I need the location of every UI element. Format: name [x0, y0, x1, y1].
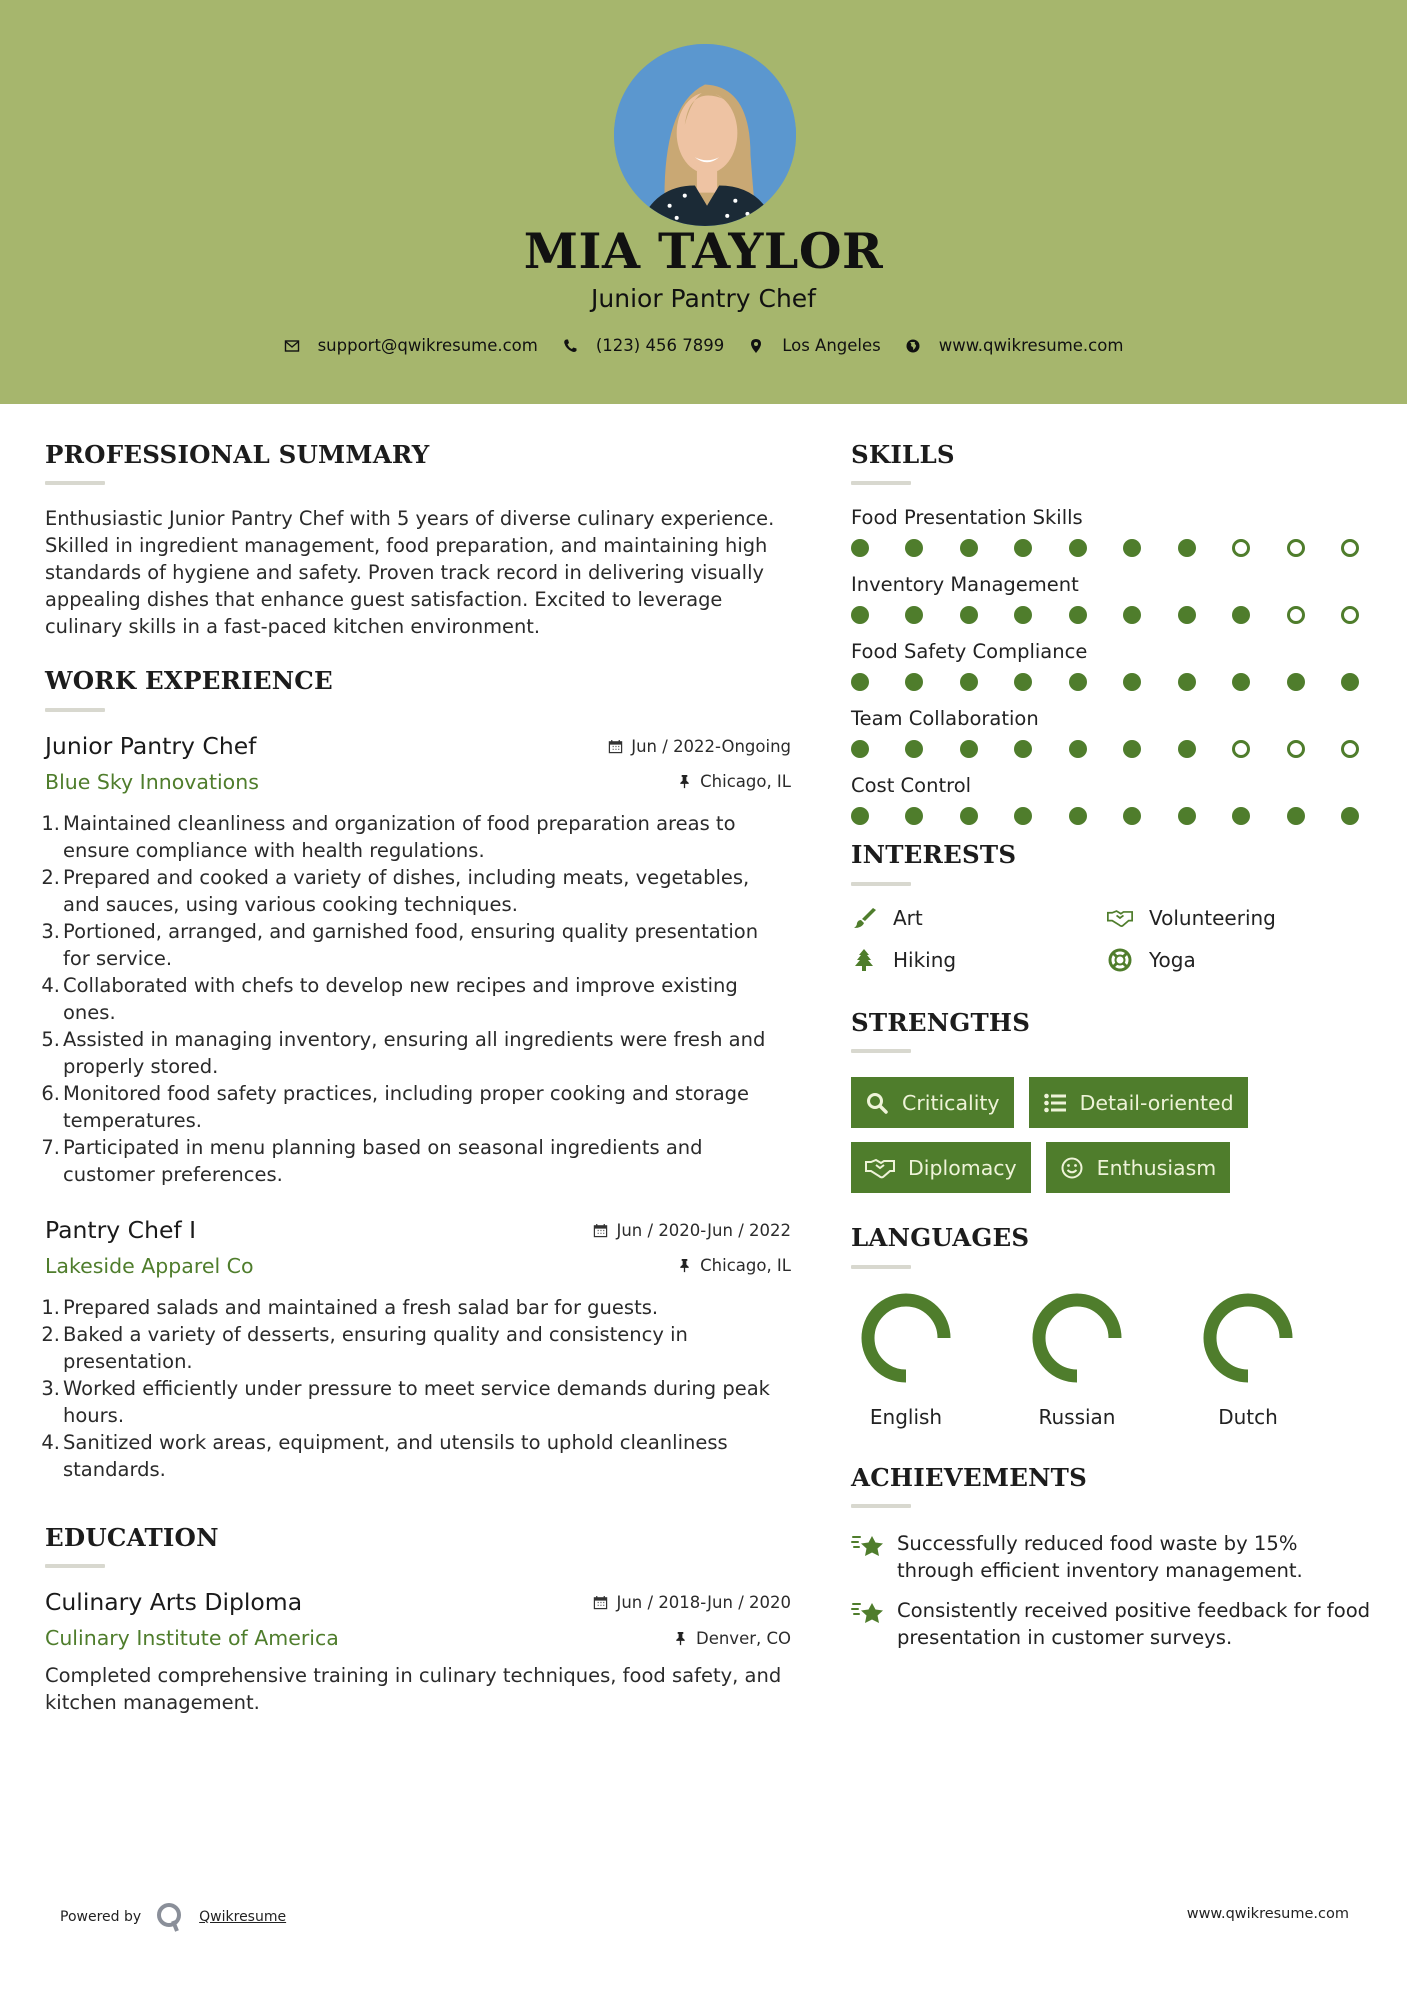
rating-dot-filled	[1014, 606, 1032, 624]
interest-item	[851, 906, 1107, 930]
rating-dot-filled	[1014, 740, 1032, 758]
strength-badge	[851, 1142, 1031, 1193]
rating-dot-filled	[1232, 606, 1250, 624]
job-bullet: 4. Collaborated with chefs to develop new recipes and improve existing ones.	[41, 973, 738, 1024]
job-role: Junior Pantry Chef	[45, 731, 257, 760]
summary-text: Enthusiastic Junior Pantry Chef with 5 years of diverse culinary experience. Skilled in ingredient management, food preparation, and maintaining high standards of hygiene and safety. Proven track record in delivering visually appealing dishes that enhance guest satisfaction. Excited to leverage culinary skills in a fast-paced kitchen environment.	[45, 507, 775, 639]
skill-item	[851, 505, 1371, 557]
achievement-text: Consistently received positive feedback for food presentation in customer surveys.	[897, 1598, 1371, 1649]
section-title-skills: SKILLS	[851, 440, 955, 469]
section-title-education: EDUCATION	[45, 1522, 219, 1552]
rating-dot-filled	[1069, 807, 1087, 825]
rating-dot-filled	[905, 740, 923, 758]
contact-phone-text: (123) 456 7899	[595, 336, 725, 355]
language-item	[851, 1291, 1022, 1429]
rating-dot-empty	[1287, 606, 1305, 624]
degree-name: Culinary Arts Diploma	[45, 1588, 303, 1617]
skill-item	[851, 572, 1371, 624]
interests-section	[851, 840, 1371, 971]
summary-section	[45, 440, 791, 640]
footer-powered-by	[60, 1901, 286, 1933]
achievement-item	[851, 1530, 1371, 1584]
education-entry	[45, 1588, 791, 1716]
calendar-icon	[608, 739, 623, 754]
skill-label: Team Collaboration	[851, 707, 1039, 731]
section-divider	[851, 1265, 911, 1269]
contact-email[interactable]	[284, 336, 538, 355]
language-label: Dutch	[1218, 1404, 1278, 1429]
qwikresume-logo-icon	[155, 1901, 185, 1933]
skill-label: Food Presentation Skills	[851, 506, 1083, 530]
job-role: Pantry Chef I	[45, 1215, 197, 1244]
rating-dot-filled	[905, 539, 923, 557]
job-bullet: 3. Portioned, arranged, and garnished food, ensuring quality presentation for service.	[41, 919, 759, 970]
section-title-interests: INTERESTS	[851, 840, 1017, 870]
contact-website[interactable]	[905, 336, 1124, 355]
skill-item	[851, 639, 1371, 691]
life-ring-icon	[1107, 948, 1133, 972]
rating-dot-filled	[851, 539, 869, 557]
skill-rating	[851, 807, 1359, 825]
resume-header	[0, 0, 1407, 404]
rating-dot-filled	[1178, 807, 1196, 825]
contact-location-text: Los Angeles	[782, 336, 881, 355]
rating-dot-filled	[1287, 807, 1305, 825]
job-bullets	[41, 810, 791, 1188]
section-divider	[851, 1504, 911, 1508]
rating-dot-filled	[1232, 807, 1250, 825]
job-bullet: 5. Assisted in managing inventory, ensuring all ingredients were fresh and properly stored.	[41, 1027, 766, 1078]
job-bullet: 1. Maintained cleanliness and organization of food preparation areas to ensure compliance with health regulations.	[41, 811, 736, 862]
section-title-experience: WORK EXPERIENCE	[45, 666, 333, 696]
skill-item	[851, 706, 1371, 758]
globe-icon	[905, 338, 921, 354]
skill-label: Inventory Management	[851, 573, 1079, 597]
skill-label: Food Safety Compliance	[851, 640, 1088, 664]
rating-dot-empty	[1232, 740, 1250, 758]
map-marker-icon	[748, 338, 764, 354]
strength-badge	[851, 1077, 1014, 1128]
smile-icon	[1060, 1156, 1084, 1180]
job-location	[677, 1256, 791, 1275]
pushpin-icon	[677, 1258, 692, 1273]
interest-label: Volunteering	[1149, 905, 1276, 930]
job-bullet: 4. Sanitized work areas, equipment, and utensils to uphold cleanliness standards.	[41, 1430, 728, 1481]
rating-dot-filled	[851, 673, 869, 691]
left-column	[41, 440, 791, 1744]
skill-label: Cost Control	[851, 774, 972, 798]
candidate-title: Junior Pantry Chef	[591, 284, 816, 313]
language-item	[1022, 1291, 1193, 1429]
interest-label: Art	[893, 905, 923, 930]
job-date-text: Jun / 2022-Ongoing	[631, 736, 791, 756]
rating-dot-filled	[960, 606, 978, 624]
portrait-photo	[614, 44, 796, 226]
rating-dot-filled	[1123, 807, 1141, 825]
qwikresume-link[interactable]: Qwikresume	[199, 1909, 287, 1925]
rating-dot-filled	[1178, 740, 1196, 758]
rating-dot-filled	[1014, 673, 1032, 691]
job-location-text: Chicago, IL	[700, 1256, 791, 1276]
contact-email-text: support@qwikresume.com	[317, 336, 538, 355]
achievement-item	[851, 1597, 1371, 1651]
pushpin-icon	[673, 1631, 688, 1646]
language-label: Russian	[1038, 1404, 1116, 1429]
rating-dot-filled	[905, 807, 923, 825]
powered-by-label: Powered by	[60, 1909, 142, 1925]
language-progress-ring	[1030, 1291, 1124, 1385]
handshake-icon	[1107, 906, 1133, 930]
shooting-star-icon	[851, 1532, 885, 1560]
job-location	[677, 772, 791, 791]
rating-dot-filled	[851, 807, 869, 825]
section-divider	[851, 1049, 911, 1053]
rating-dot-filled	[960, 740, 978, 758]
job-entry	[41, 1215, 791, 1483]
interest-item	[1107, 948, 1363, 972]
rating-dot-filled	[960, 807, 978, 825]
achievements-section	[851, 1463, 1371, 1651]
section-title-languages: LANGUAGES	[851, 1223, 1030, 1253]
envelope-icon	[284, 338, 300, 354]
rating-dot-filled	[851, 740, 869, 758]
job-entry	[41, 731, 791, 1188]
rating-dot-filled	[1341, 673, 1359, 691]
section-divider	[851, 481, 911, 485]
list-icon	[1043, 1091, 1067, 1115]
rating-dot-empty	[1341, 740, 1359, 758]
contact-phone[interactable]	[562, 336, 724, 355]
school-name: Culinary Institute of America	[45, 1626, 339, 1651]
interests-grid	[851, 906, 1371, 972]
rating-dot-filled	[1123, 740, 1141, 758]
footer-url[interactable]: www.qwikresume.com	[1186, 1906, 1349, 1922]
job-bullet: 2. Prepared and cooked a variety of dishes, including meats, vegetables, and sauces, using various cooking techniques.	[41, 865, 750, 916]
education-date-text: Jun / 2018-Jun / 2020	[616, 1593, 791, 1613]
rating-dot-filled	[1069, 673, 1087, 691]
achievement-text: Successfully reduced food waste by 15% through efficient inventory management.	[897, 1531, 1303, 1582]
rating-dot-filled	[960, 539, 978, 557]
interest-item	[851, 948, 1107, 972]
rating-dot-filled	[905, 606, 923, 624]
job-bullet: 6. Monitored food safety practices, including proper cooking and storage temperatures.	[41, 1081, 750, 1132]
skill-rating	[851, 673, 1359, 691]
tree-icon	[851, 948, 877, 972]
phone-icon	[562, 338, 578, 354]
rating-dot-filled	[960, 673, 978, 691]
rating-dot-filled	[1014, 807, 1032, 825]
job-location-text: Chicago, IL	[700, 772, 791, 792]
candidate-name: MIA TAYLOR	[523, 222, 884, 280]
rating-dot-filled	[1069, 539, 1087, 557]
rating-dot-empty	[1287, 740, 1305, 758]
shooting-star-icon	[851, 1599, 885, 1627]
language-progress-ring	[1201, 1291, 1295, 1385]
education-location-text: Denver, CO	[695, 1628, 791, 1648]
rating-dot-filled	[1014, 539, 1032, 557]
right-column	[851, 440, 1371, 1664]
rating-dot-filled	[1178, 673, 1196, 691]
rating-dot-filled	[1123, 606, 1141, 624]
skills-section	[851, 440, 1371, 825]
section-title-strengths: STRENGTHS	[851, 1007, 1031, 1037]
rating-dot-filled	[1287, 673, 1305, 691]
job-bullets	[41, 1294, 791, 1483]
languages-list	[851, 1291, 1371, 1429]
skill-rating	[851, 606, 1359, 624]
section-divider	[45, 708, 105, 712]
section-divider	[45, 481, 105, 485]
contact-location	[748, 336, 881, 355]
strength-label: Criticality	[902, 1090, 1000, 1115]
strengths-section	[851, 1008, 1371, 1193]
skill-rating	[851, 740, 1359, 758]
strength-badge	[1029, 1077, 1248, 1128]
experience-section	[41, 666, 791, 1482]
job-bullet: 1. Prepared salads and maintained a fresh salad bar for guests.	[41, 1295, 659, 1319]
rating-dot-empty	[1287, 539, 1305, 557]
rating-dot-filled	[1069, 740, 1087, 758]
interest-label: Hiking	[893, 947, 957, 972]
job-bullet: 2. Baked a variety of desserts, ensuring quality and consistency in presentation.	[41, 1322, 688, 1373]
rating-dot-filled	[1178, 606, 1196, 624]
handshake-icon	[865, 1156, 895, 1180]
section-title-achievements: ACHIEVEMENTS	[851, 1462, 1087, 1492]
job-bullet: 3. Worked efficiently under pressure to meet service demands during peak hours.	[41, 1376, 770, 1427]
job-date	[593, 1221, 791, 1240]
calendar-icon	[593, 1223, 608, 1238]
avatar	[614, 44, 796, 226]
section-divider	[851, 882, 911, 886]
rating-dot-empty	[1341, 539, 1359, 557]
rating-dot-filled	[1232, 673, 1250, 691]
language-item	[1193, 1291, 1364, 1429]
company-name: Lakeside Apparel Co	[45, 1253, 254, 1278]
rating-dot-filled	[905, 673, 923, 691]
company-name: Blue Sky Innovations	[45, 769, 259, 794]
rating-dot-empty	[1341, 606, 1359, 624]
contact-row	[0, 336, 1407, 355]
education-date	[593, 1593, 791, 1612]
job-date-text: Jun / 2020-Jun / 2022	[616, 1220, 791, 1240]
education-location	[673, 1629, 791, 1648]
section-divider	[45, 1564, 105, 1568]
section-title-summary: PROFESSIONAL SUMMARY	[45, 440, 430, 469]
pushpin-icon	[677, 774, 692, 789]
rating-dot-empty	[1232, 539, 1250, 557]
language-label: English	[869, 1404, 943, 1429]
rating-dot-filled	[851, 606, 869, 624]
rating-dot-filled	[1069, 606, 1087, 624]
rating-dot-filled	[1341, 807, 1359, 825]
rating-dot-filled	[1123, 539, 1141, 557]
education-section	[45, 1523, 791, 1716]
job-date	[608, 737, 791, 756]
strength-label: Enthusiasm	[1096, 1155, 1217, 1180]
languages-section	[851, 1223, 1371, 1428]
strength-label: Diplomacy	[908, 1155, 1017, 1180]
skill-rating	[851, 539, 1359, 557]
rating-dot-filled	[1178, 539, 1196, 557]
strength-label: Detail-oriented	[1079, 1090, 1234, 1115]
skill-item	[851, 773, 1371, 825]
strength-badge	[1046, 1142, 1231, 1193]
interest-item	[1107, 906, 1363, 930]
interest-label: Yoga	[1149, 947, 1196, 972]
contact-website-text: www.qwikresume.com	[938, 336, 1124, 355]
language-progress-ring	[859, 1291, 953, 1385]
calendar-icon	[593, 1595, 608, 1610]
search-icon	[865, 1091, 889, 1115]
job-bullet: 7. Participated in menu planning based on seasonal ingredients and customer preferences.	[41, 1135, 703, 1186]
rating-dot-filled	[1123, 673, 1141, 691]
education-description: Completed comprehensive training in culinary techniques, food safety, and kitchen management.	[45, 1664, 782, 1715]
paintbrush-icon	[851, 906, 877, 930]
strengths-list	[851, 1077, 1371, 1193]
